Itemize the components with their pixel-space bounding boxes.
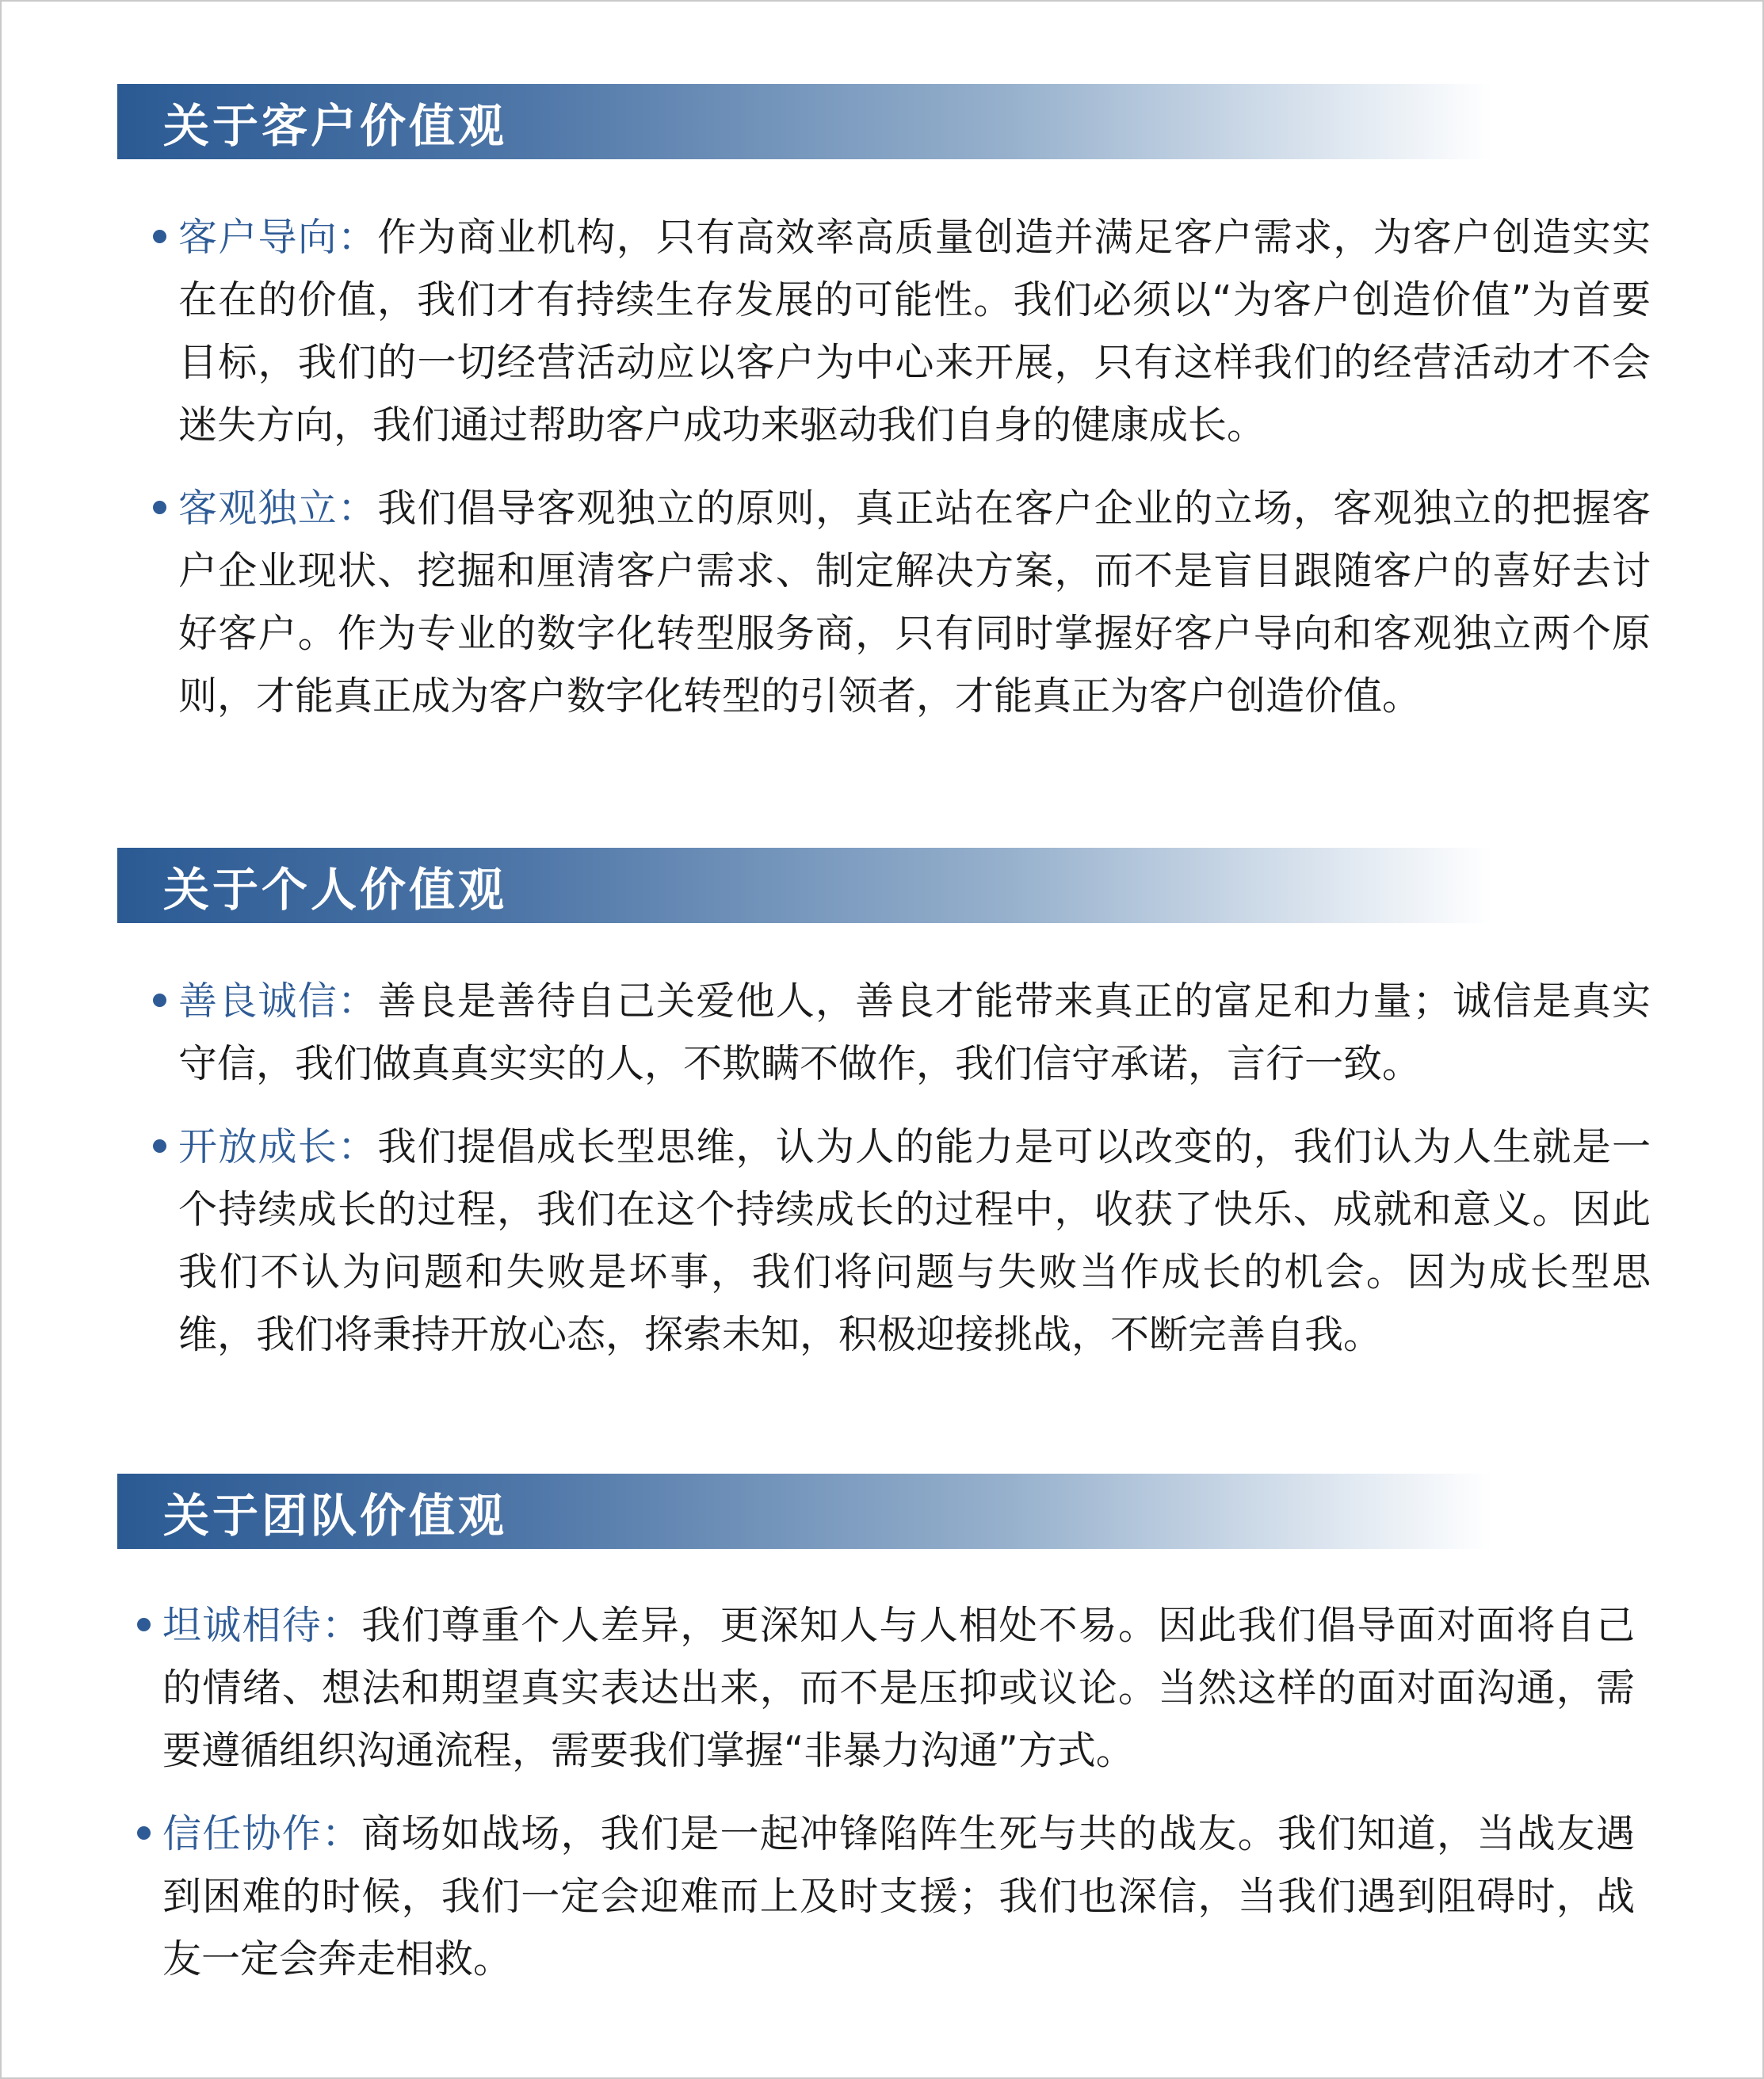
item-label: 善良诚信： xyxy=(178,978,378,1024)
list-item-objective-independent xyxy=(178,477,1651,727)
section-title: 关于客户价值观 xyxy=(163,98,508,153)
list-item-trust-collaboration xyxy=(162,1802,1635,1990)
section-title: 关于个人价值观 xyxy=(163,862,508,917)
item-body xyxy=(178,206,1651,456)
item-body xyxy=(178,1116,1651,1366)
item-text: 我们提倡成长型思维，认为人的能力是可以改变的，我们认为人生就是一个持续成长的过程，我们在这个持续成长的过程中，收获了快乐、成就和意义。因此我们不认为问题和失败是坏事，我们将问题与失败当作成长的机会。因为成长型思维，我们将秉持开放心态，探索未知，积极迎接挑战，不断完善自我。 xyxy=(178,1124,1651,1357)
item-text: 我们倡导客观独立的原则，真正站在客户企业的立场，客观独立的把握客户企业现状、挖掘和厘清客户需求、制定解决方案，而不是盲目跟随客户的喜好去讨好客户。作为专业的数字化转型服务商，只有同时掌握好客户导向和客观独立两个原则，才能真正成为客户数字化转型的引领者，才能真正为客户创造价值。 xyxy=(178,486,1651,719)
item-body xyxy=(162,1802,1635,1990)
section-header-team-values xyxy=(117,1474,1492,1549)
item-label: 信任协作： xyxy=(162,1811,362,1856)
bullet-icon xyxy=(137,1618,151,1631)
item-text: 我们尊重个人差异，更深知人与人相处不易。因此我们倡导面对面将自己的情绪、想法和期望真实表达出来，而不是压抑或议论。当然这样的面对面沟通，需要遵循组织沟通流程，需要我们掌握“非暴力沟通”方式。 xyxy=(162,1603,1635,1773)
list-item-candor xyxy=(162,1594,1635,1782)
list-item-open-growth xyxy=(178,1116,1651,1366)
section-header-personal-values xyxy=(117,848,1492,923)
section-header-customer-values xyxy=(117,84,1492,159)
section-title: 关于团队价值观 xyxy=(163,1488,508,1543)
item-label: 坦诚相待： xyxy=(162,1603,362,1648)
list-item-customer-oriented xyxy=(178,206,1651,456)
bullet-icon xyxy=(153,1139,166,1153)
list-item-kindness-integrity xyxy=(178,970,1651,1095)
item-text: 善良是善待自己关爱他人，善良才能带来真正的富足和力量；诚信是真实守信，我们做真真实实的人，不欺瞒不做作，我们信守承诺，言行一致。 xyxy=(178,978,1651,1086)
item-text: 商场如战场，我们是一起冲锋陷阵生死与共的战友。我们知道，当战友遇到困难的时候，我们一定会迎难而上及时支援；我们也深信，当我们遇到阻碍时，战友一定会奔走相救。 xyxy=(162,1811,1635,1982)
item-body xyxy=(162,1594,1635,1782)
item-label: 客观独立： xyxy=(178,486,378,531)
item-text: 作为商业机构，只有高效率高质量创造并满足客户需求，为客户创造实实在在的价值，我们才有持续生存发展的可能性。我们必须以“为客户创造价值”为首要目标，我们的一切经营活动应以客户为中心来开展，只有这样我们的经营活动才不会迷失方向，我们通过帮助客户成功来驱动我们自身的健康成长。 xyxy=(178,215,1651,448)
bullet-icon xyxy=(153,501,166,514)
item-label: 开放成长： xyxy=(178,1124,378,1169)
item-label: 客户导向： xyxy=(178,215,378,260)
bullet-icon xyxy=(137,1826,151,1840)
item-body xyxy=(178,970,1651,1095)
item-body xyxy=(178,477,1651,727)
bullet-icon xyxy=(153,994,166,1007)
bullet-icon xyxy=(153,230,166,243)
